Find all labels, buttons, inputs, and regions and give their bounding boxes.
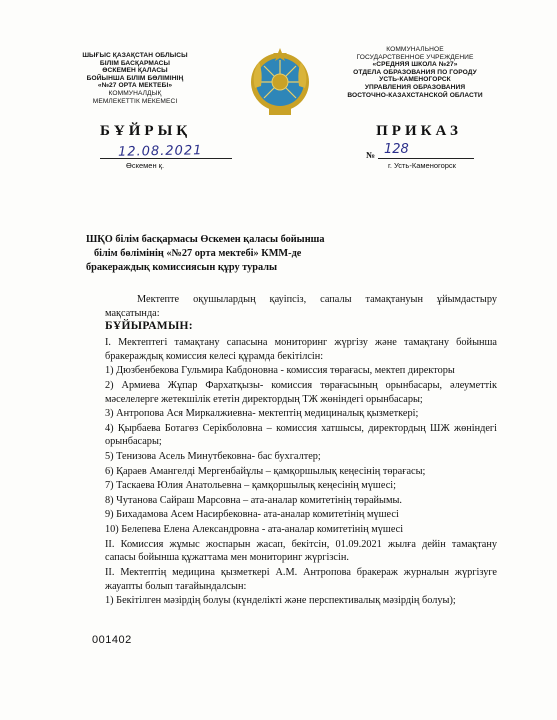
order-body <box>105 336 497 608</box>
number-underline <box>378 158 474 159</box>
list-item: 10) Белепева Елена Александровна - ата-аналар комитетінің мүшесі <box>105 524 404 536</box>
list-item: 9) Бихадамова Асем Насирбековна- ата-аналар комитетінің мүшесі <box>105 509 399 521</box>
header-left-line: ӨСКЕМЕН ҚАЛАСЫ <box>102 67 168 75</box>
order-title <box>86 233 386 275</box>
header-left-line: ШЫҒЫС ҚАЗАҚСТАН ОБЛЫСЫ <box>82 52 188 59</box>
document-type-kz: БҰЙРЫҚ <box>100 123 192 139</box>
order-title-line: бракераждық комиссиясын құру туралы <box>86 262 278 273</box>
place-ru: г. Усть-Каменогорск <box>388 161 456 170</box>
handwritten-order-number: 128 <box>384 142 409 157</box>
header-right-line: «СРЕДНЯЯ ШКОЛА №27» <box>372 61 458 69</box>
list-item: 1) Бекітілген мәзірдің болуы (күнделікті және перспективалық мәзірдің болуы); <box>105 595 456 607</box>
place-kz: Өскемен қ. <box>126 161 165 170</box>
list-item: 6) Қараев Амангелді Мергенбайұлы – қамқоршылық кеңесінің төрағасы; <box>105 465 426 477</box>
header-left-line: МЕМЛЕКЕТТІК МЕКЕМЕСІ <box>92 97 178 105</box>
header-left-line: «№27 ОРТА МЕКТЕБІ» <box>97 82 173 90</box>
paragraph: II. Комиссия жұмыс жоспарын жасап, бекітсін, 01.09.2021 жылға дейін тамақтану сапасы бойынша құжаттама мен мониторинг жүргізсін. <box>105 538 497 564</box>
date-underline <box>100 158 232 159</box>
list-item: 1) Дюзбенбекова Гульмира Кабдоновна - комиссия төрағасы, мектеп директоры <box>105 365 455 377</box>
form-serial-number: 001402 <box>92 634 132 646</box>
paragraph: II. Мектептің медицина қызметкері А.М. Антропова бракераж журналын жүргізуге жауапты болып тағайындалсын: <box>105 566 497 592</box>
list-item: 3) Антропова Ася Миркалжиевна- мектептің медициналық қызметкері; <box>105 408 419 420</box>
number-label: № <box>366 150 376 160</box>
header-right-line: ОТДЕЛА ОБРАЗОВАНИЯ ПО ГОРОДУ <box>353 68 477 76</box>
header-right-line: ГОСУДАРСТВЕННОЕ УЧРЕЖДЕНИЕ <box>356 53 474 61</box>
list-item: 5) Тенизова Асель Минутбековна- бас бухгалтер; <box>105 451 321 463</box>
header-left-line: КОММУНАЛДЫҚ <box>108 89 162 97</box>
header-right-line: УСТЬ-КАМЕНОГОРСК <box>379 76 451 84</box>
header-right-line: ВОСТОЧНО-КАЗАХСТАНСКОЙ ОБЛАСТИ <box>347 91 483 99</box>
list-item: 4) Қырбаева Ботагөз Серікболовна – комиссия хатшысы, директордың ШЖ жөніндегі орынбасары; <box>105 422 497 448</box>
header-left-line: БОЙЫНША БІЛІМ БӨЛІМІНІҢ <box>86 74 184 82</box>
header-right-ru <box>340 46 490 99</box>
header-right-line: УПРАВЛЕНИЯ ОБРАЗОВАНИЯ <box>364 83 466 91</box>
kazakhstan-state-emblem-icon <box>249 46 311 118</box>
handwritten-date: 12.08.2021 <box>117 143 203 160</box>
order-title-line: білім бөлімінің «№27 орта мектебі» КММ-де <box>94 248 302 259</box>
list-item: 2) Армиева Жұпар Фархатқызы- комиссия төрағасының орынбасары, әлеуметтік мәселелерге жетекшілік ететін директордың ТЖ жөніндегі орынбасары; <box>105 379 497 405</box>
order-heading: БҰЙЫРАМЫН: <box>105 320 193 332</box>
list-item: 8) Чутанова Сайраш Марсовна – ата-аналар комитетінің төрайымы. <box>105 494 402 506</box>
list-item: 7) Таскаева Юлия Анатольевна – қамқоршылық кеңесінің мүшесі; <box>105 480 396 492</box>
header-left-kz <box>60 52 210 105</box>
order-title-line: ШҚО білім басқармасы Өскемен қаласы бойынша <box>86 234 325 245</box>
intro-paragraph: Мектепте оқушылардың қауіпсіз, сапалы тамақтануын ұйымдастыру мақсатында: <box>105 294 497 319</box>
paragraph: I. Мектептегі тамақтану сапасына мониторинг жүргізу және тамақтану бойынша бракераждық комиссия келесі құрамда бекітілсін: <box>105 337 497 362</box>
document-type-ru: ПРИКАЗ <box>376 123 462 139</box>
header-right-line: КОММУНАЛЬНОЕ <box>386 46 444 53</box>
header-left-line: БІЛІМ БАСҚАРМАСЫ <box>99 59 171 67</box>
